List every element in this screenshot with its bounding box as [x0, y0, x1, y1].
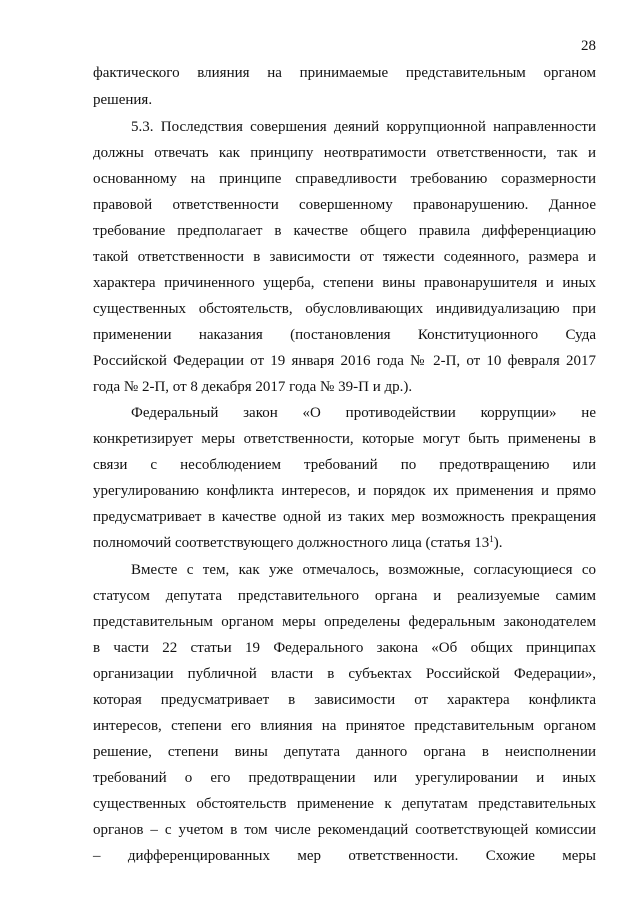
text-line: требование предполагает в качестве общего правила дифференциацию: [93, 223, 596, 239]
text-line: предусматривает в качестве одной из таких мер возможность прекращения: [93, 509, 596, 525]
text-line: Федеральный закон «О противодействии коррупции» не: [131, 405, 596, 421]
text-line: – дифференцированных мер ответственности. Схожие меры: [93, 848, 596, 864]
text-line: урегулированию конфликта интересов, и порядок их применения и прямо: [93, 483, 596, 499]
text-line: должны отвечать как принципу неотвратимости ответственности, так и: [93, 145, 596, 161]
text-line: применении наказания (постановления Конституционного Суда: [93, 327, 596, 343]
text-line: статусом депутата представительного органа и реализуемые самим: [93, 588, 596, 604]
text-segment: ).: [493, 535, 503, 551]
text-line: существенных обстоятельств, обусловливающих индивидуализацию при: [93, 301, 596, 317]
text-line: представительным органом меры определены федеральным законодателем: [93, 614, 596, 630]
text-line-with-footnote: [93, 534, 596, 552]
text-line: года № 2-П, от 8 декабря 2017 года № 39-П и др.).: [93, 379, 413, 395]
footnote-ref: 1: [489, 534, 494, 544]
text-line: решение, степени вины депутата данного органа в неисполнении: [93, 744, 596, 760]
text-line: существенных обстоятельств применение к депутатам представительных: [93, 796, 596, 812]
text-line: в части 22 статьи 19 Федерального закона «Об общих принципах: [93, 640, 596, 656]
text-line: Российской Федерации от 19 января 2016 года № 2-П, от 10 февраля 2017: [93, 353, 596, 369]
text-line: которая предусматривает в зависимости от характера конфликта: [93, 692, 596, 708]
text-line: требований о его предотвращении или урегулировании и иных: [93, 770, 596, 786]
text-line: органов – с учетом в том числе рекомендаций соответствующей комиссии: [93, 822, 596, 838]
text-line: конкретизирует меры ответственности, которые могут быть применены в: [93, 431, 596, 447]
text-line: организации публичной власти в субъектах Российской Федерации»,: [93, 666, 596, 682]
text-segment: полномочий соответствующего должностного лица (статья 13: [93, 535, 490, 551]
text-line: Вместе с тем, как уже отмечалось, возможные, согласующиеся со: [131, 562, 596, 578]
text-line: связи с несоблюдением требований по предотвращению или: [93, 457, 596, 473]
text-line: 5.3. Последствия совершения деяний коррупционной направленности: [131, 119, 596, 135]
text-line: фактического влияния на принимаемые представительным органом: [93, 65, 596, 81]
page-number: 28: [581, 38, 596, 54]
text-line: основанному на принципе справедливости требованию соразмерности: [93, 171, 596, 187]
text-line: интересов, степени его влияния на принятое представительным органом: [93, 718, 596, 734]
text-line: решения.: [93, 92, 153, 108]
text-line: такой ответственности в зависимости от тяжести содеянного, размера и: [93, 249, 596, 265]
text-line: правовой ответственности совершенному правонарушению. Данное: [93, 197, 596, 213]
text-line: характера причиненного ущерба, степени вины правонарушителя и иных: [93, 275, 596, 291]
